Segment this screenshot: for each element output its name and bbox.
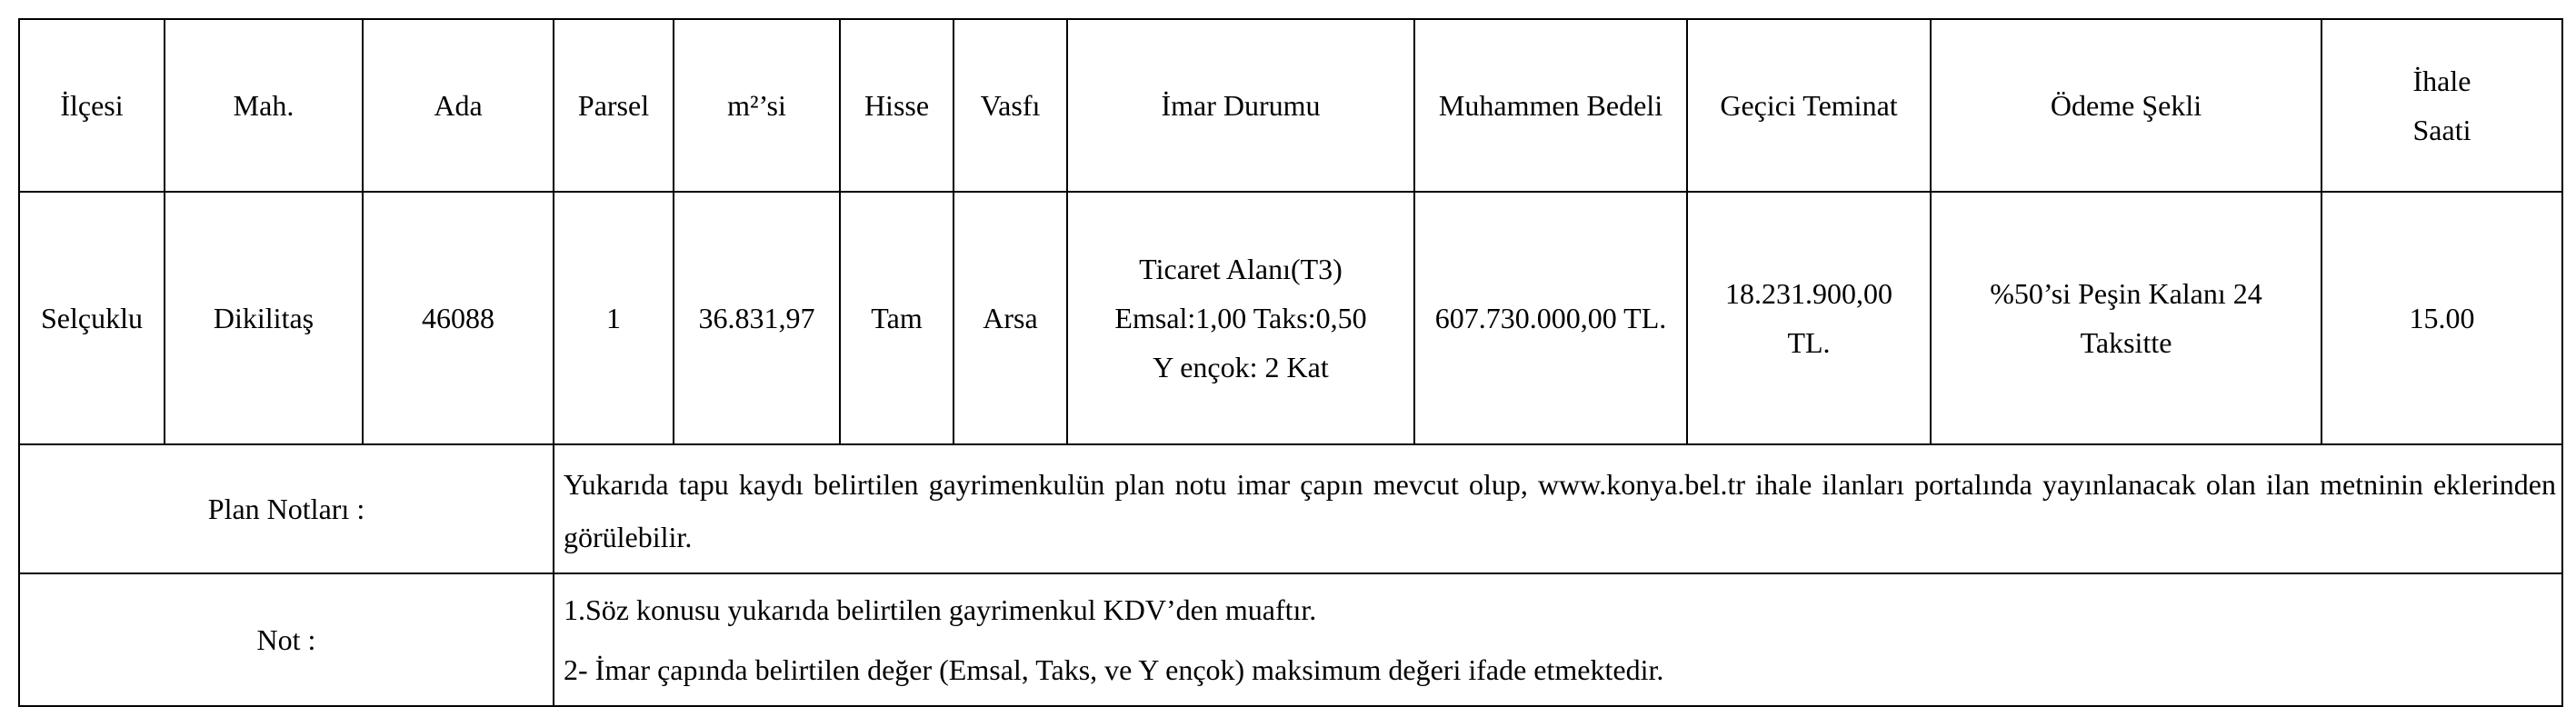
notes-row: [19, 573, 2562, 706]
data-row: [19, 192, 2562, 444]
cell-imar-line3: Y ençok: 2 Kat: [1153, 351, 1329, 383]
cell-odeme-line1: %50’si Peşin Kalanı 24: [1990, 277, 2262, 310]
cell-imar-line2: Emsal:1,00 Taks:0,50: [1114, 302, 1367, 334]
cell-odeme: [1931, 192, 2321, 444]
header-vasfi: Vasfı: [954, 19, 1067, 192]
notes-label: Not :: [19, 573, 554, 706]
cell-ada: 46088: [363, 192, 554, 444]
header-saat: [2321, 19, 2562, 192]
note-line-2: 2- İmar çapında belirtilen değer (Emsal, Taks, ve Y ençok) maksimum değeri ifade etmektedir.: [564, 653, 1664, 686]
cell-hisse: Tam: [840, 192, 954, 444]
header-saat-line2: Saati: [2412, 114, 2471, 146]
plan-notes-label: Plan Notları :: [19, 444, 554, 573]
cell-teminat-line1: 18.231.900,00: [1725, 277, 1892, 310]
plan-notes-row: [19, 444, 2562, 573]
cell-vasfi: Arsa: [954, 192, 1067, 444]
header-m2: m²’si: [674, 19, 840, 192]
cell-odeme-line2: Taksitte: [2080, 326, 2172, 359]
cell-ilce: Selçuklu: [19, 192, 165, 444]
header-row: [19, 19, 2562, 192]
header-imar: İmar Durumu: [1067, 19, 1414, 192]
tender-table: [18, 18, 2563, 707]
notes-text: [554, 573, 2562, 706]
header-bedel: Muhammen Bedeli: [1414, 19, 1687, 192]
note-line-1: 1.Söz konusu yukarıda belirtilen gayrimenkul KDV’den muaftır.: [564, 593, 1317, 626]
cell-teminat-line2: TL.: [1787, 326, 1831, 359]
cell-mah: Dikilitaş: [165, 192, 363, 444]
plan-notes-text: Yukarıda tapu kaydı belirtilen gayrimenkulün plan notu imar çapın mevcut olup, www.konya.bel.tr ihale ilanları portalında yayınlanacak olan ilan metninin eklerinden görülebilir.: [554, 444, 2562, 573]
cell-m2: 36.831,97: [674, 192, 840, 444]
header-parsel: Parsel: [554, 19, 674, 192]
header-hisse: Hisse: [840, 19, 954, 192]
cell-parsel: 1: [554, 192, 674, 444]
cell-imar-line1: Ticaret Alanı(T3): [1139, 253, 1343, 285]
cell-bedel: 607.730.000,00 TL.: [1414, 192, 1687, 444]
header-ilce: İlçesi: [19, 19, 165, 192]
header-teminat: Geçici Teminat: [1687, 19, 1931, 192]
header-odeme: Ödeme Şekli: [1931, 19, 2321, 192]
cell-teminat: [1687, 192, 1931, 444]
header-saat-line1: İhale: [2412, 65, 2471, 97]
cell-imar: [1067, 192, 1414, 444]
cell-saat: 15.00: [2321, 192, 2562, 444]
header-ada: Ada: [363, 19, 554, 192]
header-mah: Mah.: [165, 19, 363, 192]
tender-table-container: [18, 18, 2561, 698]
